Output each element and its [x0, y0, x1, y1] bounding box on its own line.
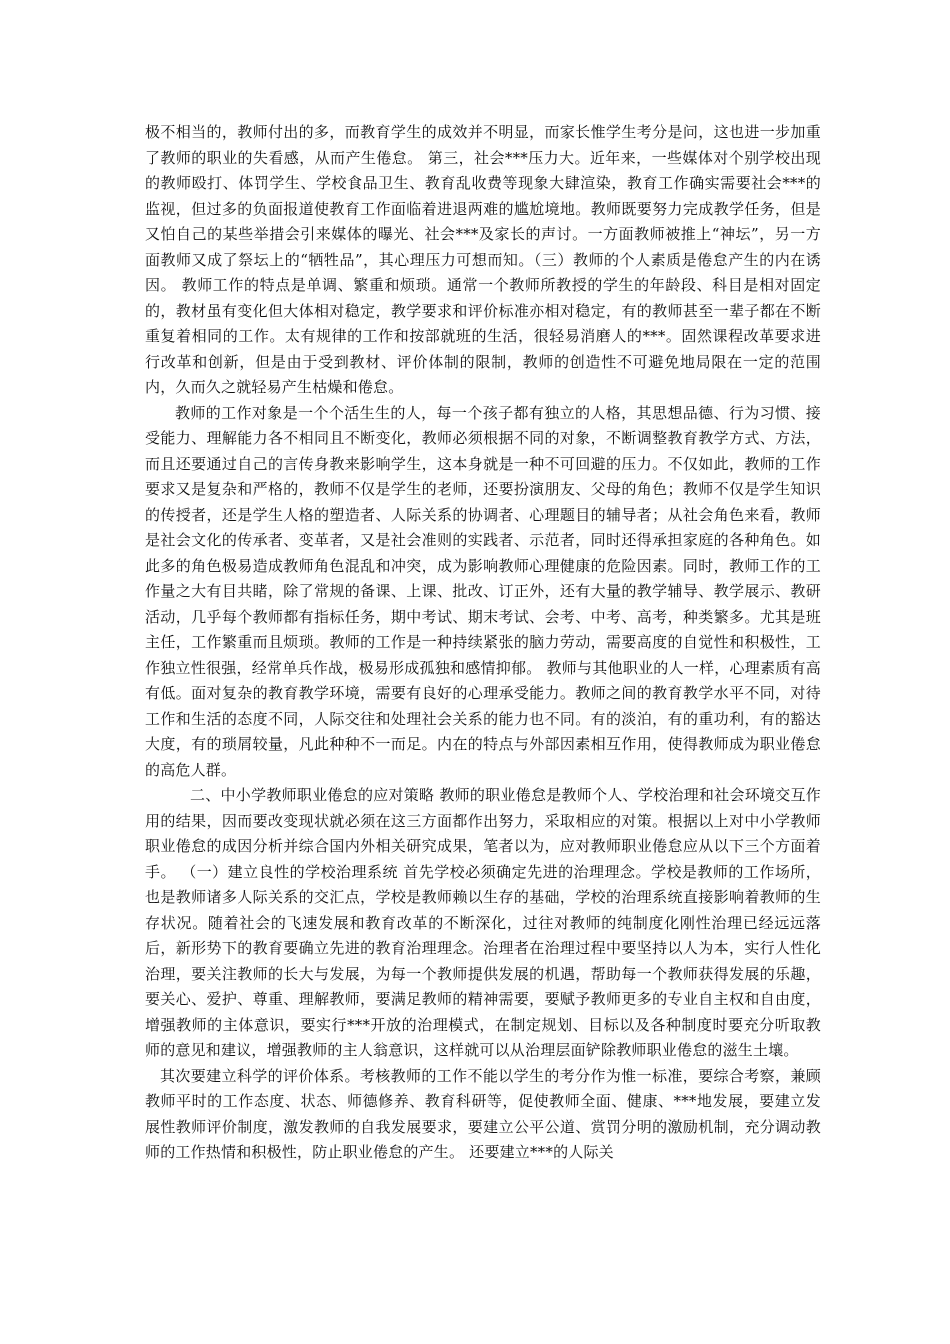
paragraph-4: 其次要建立科学的评价体系。考核教师的工作不能以学生的考分作为惟一标准，要综合考察，兼顾教师平时的工作态度、状态、师德修养、教育科研等，促使教师全面、健康、***地发展，要建立发展性教师评价制度，激发教师的自我发展要求，要建立公平公道、赏罚分明的激励机制，充分调动教师的工作热情和积极性，防止职业倦怠的产生。 还要建立***的人际关 — [145, 1066, 821, 1161]
document-body — [145, 120, 821, 1166]
paragraph-3: 二、中小学教师职业倦怠的应对策略 教师的职业倦怠是教师个人、学校治理和社会环境交互作用的结果，因而要改变现状就必须在这三方面都作出努力，采取相应的对策。根据以上对中小学教师职业倦怠的成因分析并综合国内外相关研究成果，笔者以为，应对教师职业倦怠应从以下三个方面着手。 （一）建立良性的学校治理系统 首先学校必须确定先进的治理理念。学校是教师的工作场所，也是教师诸多人际关系的交汇点，学校是教师赖以生存的基础，学校的治理系统直接影响着教师的生存状况。随着社会的飞速发展和教育改革的不断深化，过往对教师的纯制度化刚性治理已经远远落后，新形势下的教育要确立先进的教育治理理念。治理者在治理过程中要坚持以人为本，实行人性化治理，要关注教师的长大与发展，为每一个教师提供发展的机遇，帮助每一个教师获得发展的乐趣，要关心、爱护、尊重、理解教师，要满足教师的精神需要，要赋予教师更多的专业自主权和自由度，增强教师的主体意识，要实行***开放的治理模式，在制定规划、目标以及各种制度时要充分听取教师的意见和建议，增强教师的主人翁意识，这样就可以从治理层面铲除教师职业倦怠的滋生土壤。 — [145, 786, 821, 1059]
paragraph-2: 教师的工作对象是一个个活生生的人，每一个孩子都有独立的人格，其思想品德、行为习惯、接受能力、理解能力各不相同且不断变化，教师必须根据不同的对象，不断调整教育教学方式、方法，而且还要通过自己的言传身教来影响学生，这本身就是一种不可回避的压力。不仅如此，教师的工作要求又是复杂和严格的，教师不仅是学生的老师，还要扮演朋友、父母的角色；教师不仅是学生知识的传授者，还是学生人格的塑造者、人际关系的协调者、心理题目的辅导者；从社会角色来看，教师是社会文化的传承者、变革者，又是社会准则的实践者、示范者，同时还得承担家庭的各种角色。如此多的角色极易造成教师角色混乱和冲突，成为影响教师心理健康的危险因素。同时，教师工作的工作量之大有目共睹，除了常规的备课、上课、批改、订正外，还有大量的教学辅导、教学展示、教研活动，几乎每个教师都有指标任务，期中考试、期末考试、会考、中考、高考，种类繁多。尤其是班主任，工作繁重而且烦琐。教师的工作是一种持续紧张的脑力劳动，需要高度的自觉性和积极性，工作独立性很强，经常单兵作战，极易形成孤独和感情抑郁。 教师与其他职业的人一样，心理素质有高有低。面对复杂的教育教学环境，需要有良好的心理承受能力。教师之间的教育教学水平不同，对待工作和生活的态度不同，人际交往和处理社会关系的能力也不同。有的淡泊，有的重功利，有的豁达大度，有的琐屑较量，凡此种种不一而足。内在的特点与外部因素相互作用，使得教师成为职业倦怠的高危人群。 — [145, 403, 821, 779]
paragraph-1: 极不相当的，教师付出的多，而教育学生的成效并不明显，而家长惟学生考分是问，这也进一步加重了教师的职业的失看感，从而产生倦怠。 第三，社会***压力大。近年来，一些媒体对个别学校出现的教师殴打、体罚学生、学校食品卫生、教育乱收费等现象大肆渲染，教育工作确实需要社会***的监视，但过多的负面报道使教育工作面临着进退两难的尴尬境地。教师既要努力完成教学任务，但是又怕自己的某些举措会引来媒体的曝光、社会***及家长的声讨。一方面教师被推上“神坛”，另一方面教师又成了祭坛上的“牺牲品”，其心理压力可想而知。（三）教师的个人素质是倦怠产生的内在诱因。 教师工作的特点是单调、繁重和烦琐。通常一个教师所教授的学生的年龄段、科目是相对固定的，教材虽有变化但大体相对稳定，教学要求和评价标准亦相对稳定，有的教师甚至一辈子都在不断重复着相同的工作。太有规律的工作和按部就班的生活，很轻易消磨人的***。固然课程改革要求进行改革和创新，但是由于受到教材、评价体制的限制，教师的创造性不可避免地局限在一定的范围内，久而久之就轻易产生枯燥和倦怠。 — [145, 123, 821, 396]
